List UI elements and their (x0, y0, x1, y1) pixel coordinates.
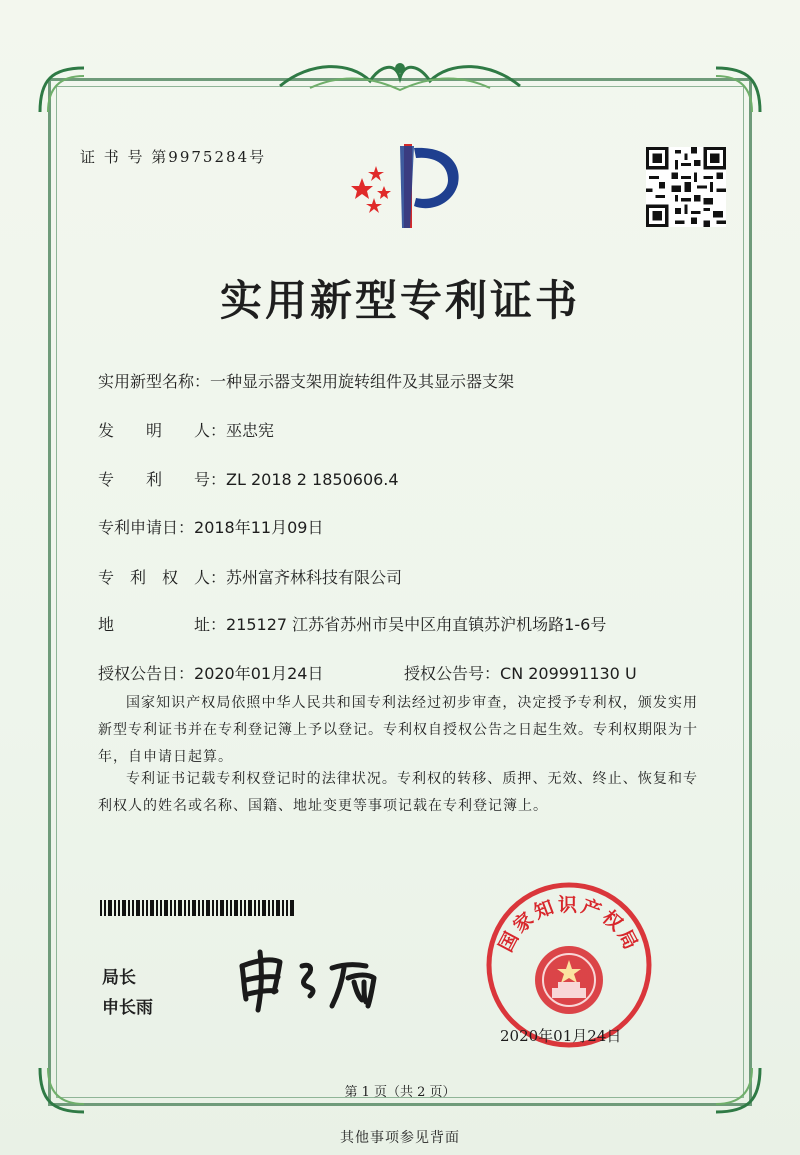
director-signature (232, 944, 422, 1014)
field-value: 2020年01月24日 (194, 664, 324, 683)
field-label: 专利申请日： (98, 518, 195, 537)
field-value: 巫忠宪 (226, 421, 275, 440)
field-patentee (98, 565, 402, 588)
national-emblem-icon (535, 946, 603, 1014)
barcode-icon (100, 900, 296, 916)
director-title: 局长 (102, 968, 136, 988)
field-address (98, 612, 606, 635)
field-grant-date (98, 661, 323, 684)
back-page-note: 其他事项参见背面 (340, 1130, 460, 1146)
field-label: 实用新型名称： (98, 372, 211, 391)
certificate-title: 实用新型专利证书 (219, 276, 580, 325)
director-name: 申长雨 (102, 998, 153, 1018)
qr-code-icon (646, 147, 726, 227)
field-patent-number (98, 467, 399, 490)
field-filing-date (98, 515, 323, 538)
legal-paragraph-1: 国家知识产权局依照中华人民共和国专利法经过初步审查，决定授予专利权，颁发实用新型专利证书并在专利登记簿上予以登记。专利权自授权公告之日起生效。专利权期限为十年，自申请日起算。 (98, 695, 698, 765)
page-indicator: 第 1 页（共 2 页） (344, 1085, 456, 1100)
field-value: ZL 2018 2 1850606.4 (226, 470, 399, 489)
seal-date: 2020年01月24日 (500, 1027, 622, 1045)
field-value: CN 209991130 U (500, 664, 637, 683)
field-value: 苏州富齐林科技有限公司 (226, 568, 403, 587)
certificate-number: 证 书 号 第9975284号 (80, 148, 267, 166)
seal-text: 国家知识产权局 (494, 894, 644, 956)
legal-paragraph-2: 专利证书记载专利权登记时的法律状况。专利权的转移、质押、无效、终止、恢复和专利权人的姓名或名称、国籍、地址变更等事项记载在专利登记簿上。 (98, 771, 698, 814)
field-label: 发 明 人： (98, 421, 227, 440)
field-label: 授权公告号： (404, 664, 501, 683)
cnipa-logo-icon (340, 136, 470, 236)
field-value: 215127 江苏省苏州市吴中区甪直镇苏沪机场路1-6号 (226, 615, 607, 634)
corner-ornament-icon (708, 60, 768, 120)
top-ornament-icon (270, 56, 530, 100)
field-label: 地 址： (98, 615, 227, 634)
field-grant-number (404, 661, 637, 684)
field-label: 专 利 权 人： (98, 568, 227, 587)
corner-ornament-icon (32, 60, 92, 120)
field-label: 专 利 号： (98, 470, 227, 489)
field-value: 一种显示器支架用旋转组件及其显示器支架 (210, 372, 515, 391)
field-utility-model-name (98, 369, 514, 392)
field-inventor (98, 418, 274, 441)
field-value: 2018年11月09日 (194, 518, 324, 537)
field-label: 授权公告日： (98, 664, 195, 683)
